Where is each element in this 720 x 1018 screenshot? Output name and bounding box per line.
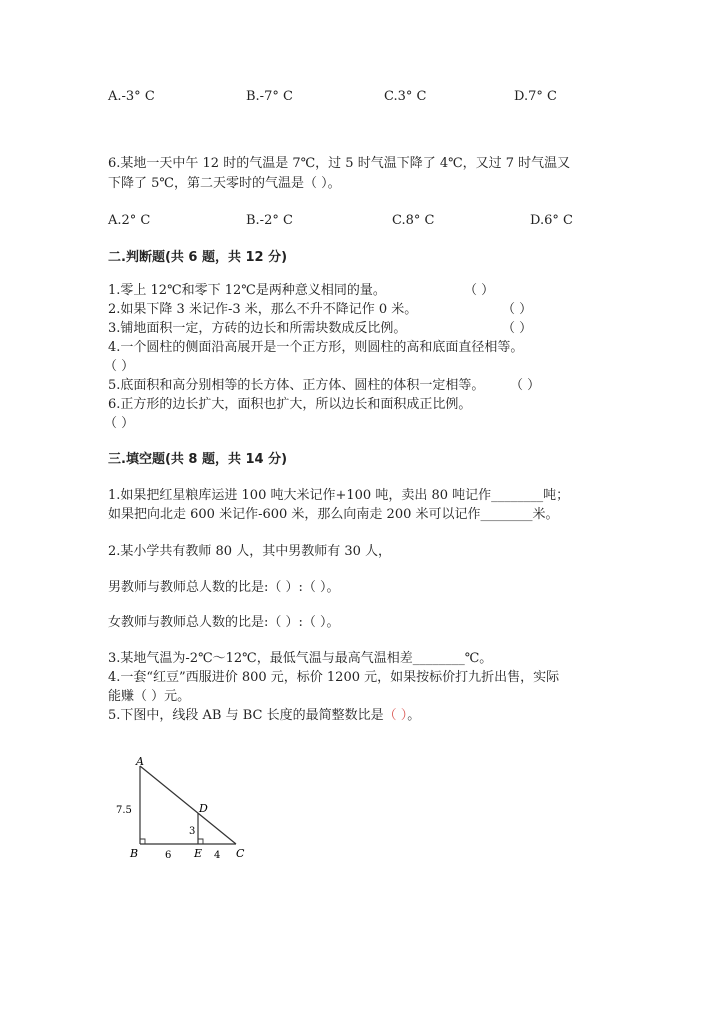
fill-q2-line3: 女教师与教师总人数的比是:（ ）:（ ）。 [108,615,340,630]
fill-q4-line1: 4.一套“红豆”西服进价 800 元，标价 1200 元，如果按标价打九折出售，实际 [108,670,560,685]
fill-q5 [108,708,420,724]
section-3-title: 三.填空题(共 8 题，共 14 分) [108,452,288,467]
judge-answer-1[interactable]: （ ） [464,283,495,298]
judge-item-5: 5.底面积和高分别相等的长方体、正方体、圆柱的体积一定相等。 [108,378,485,393]
label-d: D [199,802,208,815]
judge-item-4: 4.一个圆柱的侧面沿高展开是一个正方形，则圆柱的高和底面直径相等。 [108,340,524,355]
question-6-line1: 6.某地一天中午 12 时的气温是 7℃，过 5 时气温下降了 4℃，又过 7 时气温又 [108,156,571,171]
judge-item-2: 2.如果下降 3 米记作-3 米，那么不升不降记作 0 米。 [108,302,418,317]
judge-answer-2[interactable]: （ ） [502,302,533,317]
judge-item-3: 3.铺地面积一定，方砖的边长和所需块数成反比例。 [108,321,407,336]
fill-q1-line2: 如果把向北走 600 米记作-600 米，那么向南走 200 米可以记作________米。 [108,507,559,522]
option-a[interactable]: A.-3° C [108,89,155,104]
fill-q5-end: 。 [407,708,421,723]
length-ab: 7.5 [116,805,132,816]
fill-q4-line2: 能赚（ ）元。 [108,689,191,704]
fill-q1-line1: 1.如果把红星粮库运进 100 吨大米记作+100 吨，卖出 80 吨记作________吨； [108,488,570,503]
judge-answer-3[interactable]: （ ） [502,321,533,336]
label-c: C [236,847,245,860]
length-de: 3 [189,826,196,837]
right-angle-e [198,839,203,844]
triangle-figure [108,756,258,868]
segment-ac [140,766,236,844]
option-d[interactable]: D.7° C [514,89,557,104]
label-a: A [136,756,144,768]
option-b[interactable]: B.-2° C [246,213,293,228]
fill-q5-blank[interactable]: （ ） [383,708,408,723]
option-d[interactable]: D.6° C [530,213,573,228]
judge-item-6: 6.正方形的边长扩大，面积也扩大，所以边长和面积成正比例。 [108,397,472,412]
fill-q3: 3.某地气温为-2℃～12℃，最低气温与最高气温相差________℃。 [108,651,493,666]
length-be: 6 [165,850,172,861]
judge-answer-6[interactable]: （ ） [104,416,135,431]
judge-answer-5[interactable]: （ ） [510,378,541,393]
option-c[interactable]: C.8° C [392,213,435,228]
option-b[interactable]: B.-7° C [246,89,293,104]
length-ec: 4 [214,850,221,861]
option-c[interactable]: C.3° C [384,89,427,104]
fill-q2-line1: 2.某小学共有教师 80 人，其中男教师有 30 人， [108,544,392,559]
question-6-line2: 下降了 5℃，第二天零时的气温是（ ）。 [108,176,341,191]
option-a[interactable]: A.2° C [108,213,151,228]
section-2-title: 二.判断题(共 6 题，共 12 分) [108,250,288,265]
judge-answer-4[interactable]: （ ） [104,359,135,374]
label-e: E [194,847,203,860]
fill-q5-text: 5.下图中，线段 AB 与 BC 长度的最简整数比是 [108,708,384,723]
right-angle-b [140,839,145,844]
label-b: B [130,847,139,860]
judge-item-1: 1.零上 12℃和零下 12℃是两种意义相同的量。 [108,283,386,298]
fill-q2-line2: 男教师与教师总人数的比是:（ ）:（ ）。 [108,580,340,595]
